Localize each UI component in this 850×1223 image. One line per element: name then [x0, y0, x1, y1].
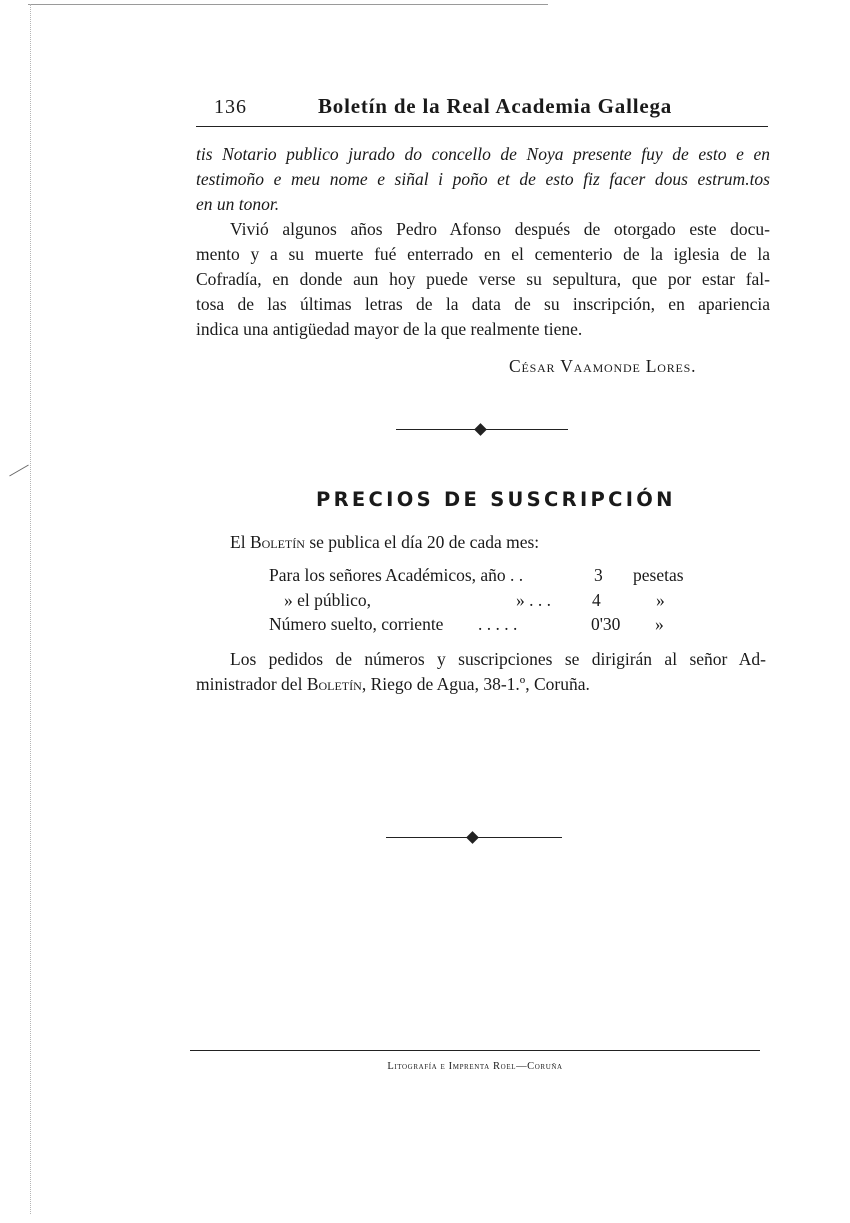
- quote-line: en un tonor.: [196, 194, 280, 214]
- section-heading: PRECIOS DE SUSCRIPCIÓN: [316, 488, 676, 511]
- scan-edge-top: [28, 4, 548, 5]
- ornament-divider: [396, 424, 568, 436]
- header-rule: [196, 126, 768, 127]
- price-unit: »: [656, 590, 665, 610]
- price-label: Número suelto, corriente: [269, 614, 444, 634]
- price-label: » el público,: [284, 590, 371, 610]
- author-signature: César Vaamonde Lores.: [509, 356, 697, 376]
- orders-line: [196, 672, 766, 697]
- intro-prefix: El: [230, 532, 246, 552]
- printer-imprint: Litografía e Imprenta Roel—Coruña: [387, 1061, 563, 1072]
- intro-suffix: se publica el día 20 de cada mes:: [309, 532, 540, 552]
- running-title: Boletín de la Real Academia Gallega: [318, 94, 673, 118]
- quote-line: tis Notario publico jurado do concello de Noya presente fuy de esto e en: [196, 144, 770, 164]
- diamond-ornament-icon: [466, 831, 479, 844]
- price-dots: . .: [510, 565, 524, 585]
- orders-address: , Riego de Agua, 38-1.º, Coruña.: [361, 674, 590, 694]
- price-row: [0, 614, 850, 638]
- price-row: [0, 565, 850, 589]
- diamond-ornament-icon: [474, 423, 487, 436]
- price-unit: »: [655, 614, 664, 634]
- price-amount: 0'30: [591, 614, 621, 634]
- article-body: [196, 142, 770, 342]
- price-amount: 3: [594, 565, 603, 585]
- page-number: 136: [214, 96, 247, 118]
- quote-line: testimoño e meu nome e siñal i poño et de esto fiz facer dous estrum.tos: [196, 169, 770, 189]
- ornament-divider: [386, 832, 562, 844]
- paragraph-line: Vivió algunos años Pedro Afonso después de otorgado este docu-: [230, 219, 770, 239]
- orders-line: Los pedidos de números y suscripciones se dirigirán al señor Ad-: [230, 649, 766, 669]
- price-dots: » . . .: [516, 590, 551, 610]
- price-row: [0, 590, 850, 614]
- price-dots: . . . . .: [478, 614, 518, 634]
- footer-rule: [190, 1050, 760, 1051]
- paragraph-line: tosa de las últimas letras de la data de su inscripción, en apariencia: [196, 294, 770, 314]
- scan-mark: [9, 465, 29, 477]
- orders-prefix: ministrador del: [196, 674, 303, 694]
- orders-paragraph: [196, 647, 766, 697]
- orders-publication-name: Boletín: [306, 674, 362, 694]
- subscription-intro: [230, 532, 539, 553]
- price-amount: 4: [592, 590, 601, 610]
- price-unit: pesetas: [633, 565, 684, 585]
- page-header: [196, 96, 768, 124]
- intro-publication-name: Boletín: [249, 532, 305, 552]
- paragraph-line: mento y a su muerte fué enterrado en el cementerio de la iglesia de la: [196, 244, 770, 264]
- paragraph-line: indica una antigüedad mayor de la que realmente tiene.: [196, 319, 583, 339]
- price-label: Para los señores Académicos, año: [269, 565, 506, 585]
- paragraph-line: Cofradía, en donde aun hoy puede verse su sepultura, que por estar fal-: [196, 269, 770, 289]
